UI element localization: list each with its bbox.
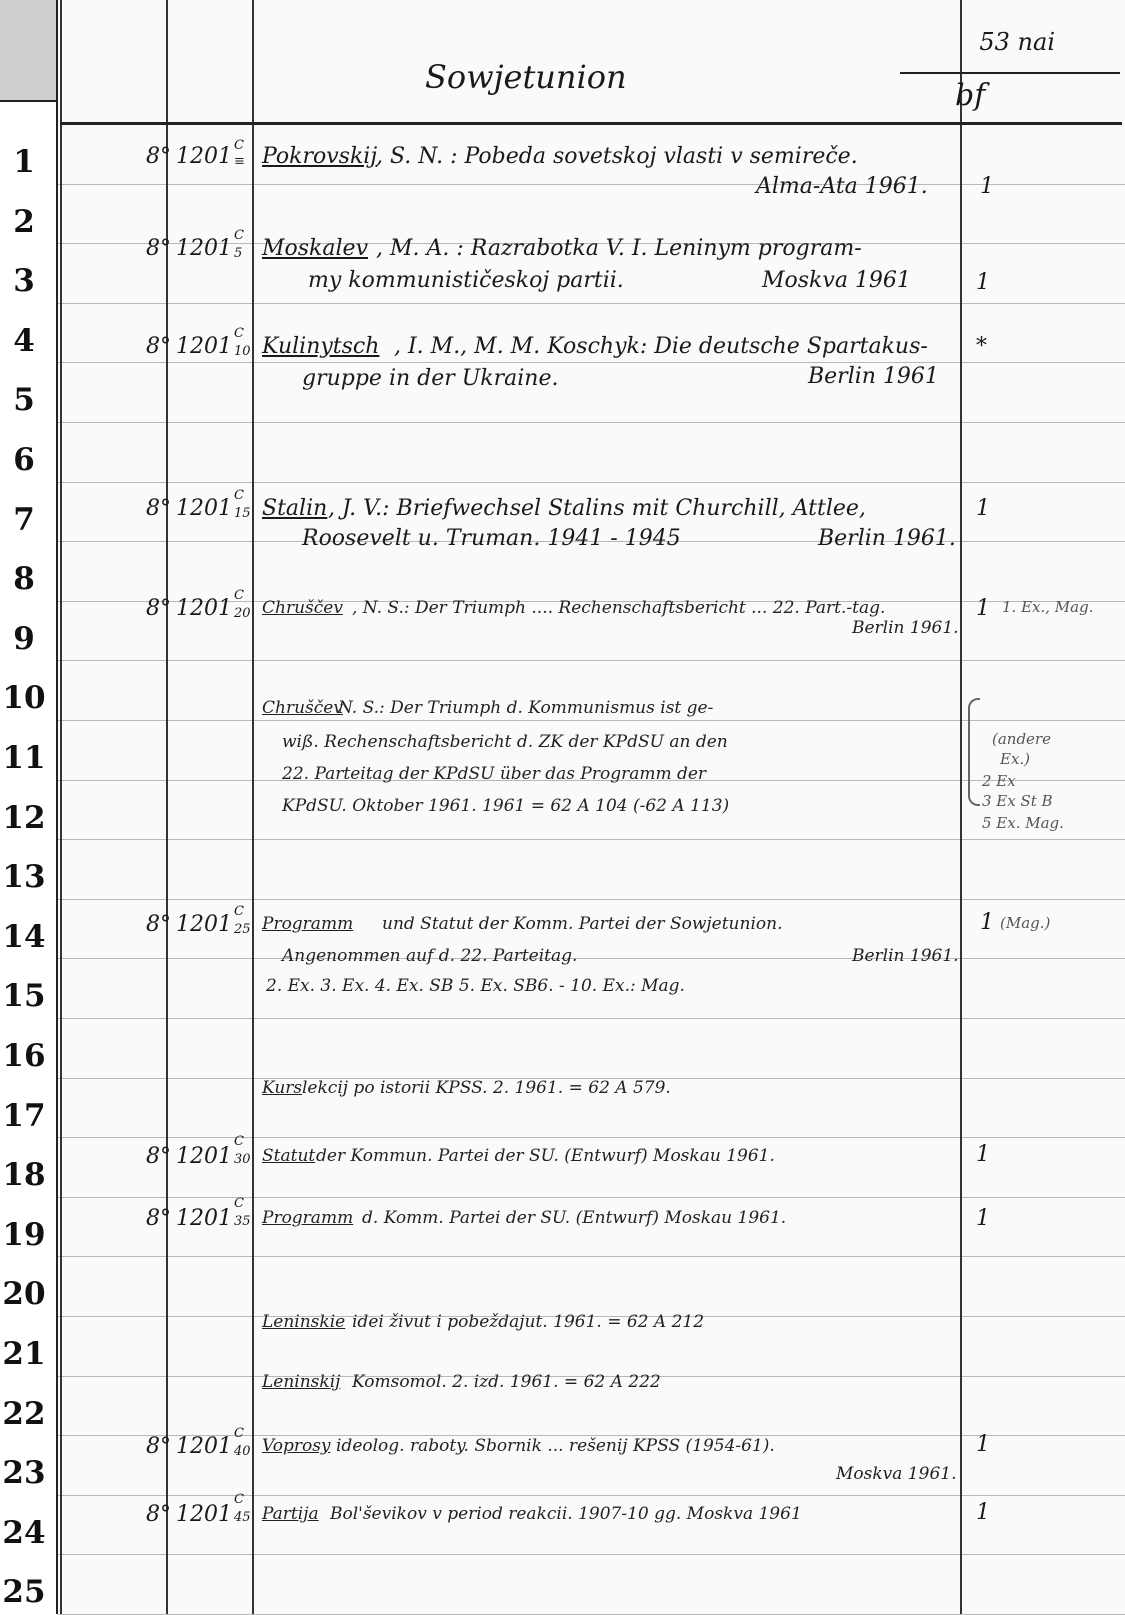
call-number: 1201: [176, 1206, 232, 1231]
row-number: 1: [13, 144, 35, 180]
entry-place-year: Berlin 1961.: [818, 526, 956, 551]
row-number: 15: [2, 978, 46, 1014]
entry-author: Pokrovskij: [262, 144, 378, 169]
margin-note-line: 3 Ex St B: [982, 792, 1053, 810]
call-fraction-top: C: [234, 1426, 244, 1441]
format: 8°: [146, 236, 171, 261]
call-number: 1201: [176, 1144, 232, 1169]
ruled-line: [58, 839, 1125, 840]
row-number: 24: [2, 1515, 46, 1551]
row-number: 6: [13, 442, 35, 478]
call-fraction-top: C: [234, 488, 244, 503]
row-number: 12: [2, 800, 46, 836]
entry-text: lekcij po istorii KPSS. 2. 1961. = 62 A 579.: [302, 1078, 671, 1098]
entry-place-year: Berlin 1961.: [852, 946, 959, 966]
format: 8°: [146, 496, 171, 521]
entry-text: und Statut der Komm. Partei der Sowjetunion.: [382, 914, 783, 934]
entry-text-line3: 22. Parteitag der KPdSU über das Programm der: [282, 764, 707, 784]
call-fraction-top: C: [234, 1492, 244, 1507]
entry-copy-count: *: [976, 334, 987, 359]
ruled-line: [58, 1554, 1125, 1555]
call-number: 1201: [176, 1434, 232, 1459]
row-number: 23: [2, 1455, 46, 1491]
entry-copy-count: 1: [976, 496, 990, 521]
call-number: 1201: [176, 912, 232, 937]
row-number: 13: [2, 859, 46, 895]
entry-text: idei živut i pobeždajut. 1961. = 62 A 212: [352, 1312, 705, 1332]
margin-note-line: Ex.): [1000, 750, 1031, 768]
row-number: 9: [13, 621, 35, 657]
row-number: 11: [2, 740, 46, 776]
entry-copy-count: 1: [976, 1432, 990, 1457]
margin-note-line: (andere: [992, 730, 1051, 748]
call-fraction-bottom: 5: [234, 246, 243, 261]
entry-author: Kurs: [262, 1078, 303, 1098]
entry-author: Programm: [262, 914, 354, 934]
call-number: 1201: [176, 496, 232, 521]
entry-text-line2: wiß. Rechenschaftsbericht d. ZK der KPdSU an den: [282, 732, 728, 752]
call-fraction-top: C: [234, 1134, 244, 1149]
call-fraction-top: C: [234, 1196, 244, 1211]
call-fraction-bottom: 45: [234, 1510, 251, 1525]
ruled-line: [58, 482, 1125, 483]
entry-text: , M. A. : Razrabotka V. I. Leninym program-: [376, 236, 862, 261]
call-fraction-bottom: ≡: [234, 154, 245, 169]
call-fraction-top: C: [234, 228, 244, 243]
row-number: 3: [13, 263, 35, 299]
entry-text: N. S.: Der Triumph d. Kommunismus ist ge-: [338, 698, 714, 718]
call-fraction-bottom: 40: [234, 1444, 251, 1459]
entry-text-line2: Roosevelt u. Truman. 1941 - 1945: [302, 526, 681, 551]
entry-text-line2: Angenommen auf d. 22. Parteitag.: [282, 946, 578, 966]
entry-author: Chruščev: [262, 698, 343, 718]
entry-text: ideolog. raboty. Sbornik ... rešenij KPSS (1954-61).: [336, 1436, 775, 1456]
entry-text: d. Komm. Partei der SU. (Entwurf) Moskau 1961.: [362, 1208, 787, 1228]
call-fraction-bottom: 35: [234, 1214, 251, 1229]
entry-margin-note: 1. Ex., Mag.: [1002, 598, 1094, 616]
row-number: 21: [2, 1336, 46, 1372]
format: 8°: [146, 1206, 171, 1231]
call-fraction-top: C: [234, 904, 244, 919]
row-number: 17: [2, 1098, 46, 1134]
entry-place-year: Moskva 1961.: [836, 1464, 957, 1484]
row-number: 20: [2, 1276, 46, 1312]
column-line-count: [960, 0, 962, 1614]
entry-text: der Kommun. Partei der SU. (Entwurf) Moskau 1961.: [316, 1146, 775, 1166]
entry-copy-count: 1: [980, 174, 994, 199]
entry-place-year: Berlin 1961.: [852, 618, 959, 638]
ruled-line: [58, 184, 1125, 185]
call-fraction-top: C: [234, 588, 244, 603]
entry-copy-count: 1: [976, 1206, 990, 1231]
ruled-line: [58, 1137, 1125, 1138]
entry-author: Stalin: [262, 496, 328, 521]
row-number: 16: [2, 1038, 46, 1074]
entry-text: , S. N. : Pobeda sovetskoj vlasti v semireče.: [376, 144, 858, 169]
entry-author: Statut: [262, 1146, 316, 1166]
row-number: 10: [2, 680, 46, 716]
entry-author: Kulinytsch: [262, 334, 380, 359]
entry-margin-note: (Mag.): [1000, 914, 1051, 932]
call-fraction-bottom: 25: [234, 922, 251, 937]
entry-author: Programm: [262, 1208, 354, 1228]
column-line-callnumber: [252, 0, 254, 1614]
call-number: 1201: [176, 596, 232, 621]
format: 8°: [146, 334, 171, 359]
format: 8°: [146, 596, 171, 621]
ruled-line: [58, 660, 1125, 661]
format: 8°: [146, 144, 171, 169]
ruled-line: [58, 958, 1125, 959]
header-rule-short: [900, 72, 1120, 74]
margin-note-line: 5 Ex. Mag.: [982, 814, 1064, 832]
call-number: 1201: [176, 144, 232, 169]
entry-author: Moskalev: [262, 236, 368, 261]
entry-place-year: Berlin 1961: [808, 364, 939, 389]
call-number: 1201: [176, 334, 232, 359]
ruled-line: [58, 422, 1125, 423]
entry-text-line2: my kommunističeskoj partii.: [308, 268, 624, 293]
entry-author: Chruščev: [262, 598, 343, 618]
entry-author: Leninskie: [262, 1312, 346, 1332]
entry-author: Partija: [262, 1504, 319, 1524]
entry-place-year: Alma-Ata 1961.: [756, 174, 928, 199]
row-number: 7: [13, 502, 35, 538]
column-header-bf: bf: [955, 78, 986, 113]
call-fraction-top: C: [234, 138, 244, 153]
entry-copy-count: 1: [976, 270, 990, 295]
format: 8°: [146, 1144, 171, 1169]
call-fraction-bottom: 30: [234, 1152, 251, 1167]
entry-author: Voprosy: [262, 1436, 331, 1456]
entry-text: , J. V.: Briefwechsel Stalins mit Churchill, Attlee,: [328, 496, 866, 521]
ruled-line: [58, 899, 1125, 900]
entry-text-line2: gruppe in der Ukraine.: [302, 366, 559, 391]
ruled-line: [58, 1197, 1125, 1198]
page-title: Sowjetunion: [425, 58, 627, 96]
entry-text-line4: KPdSU. Oktober 1961. 1961 = 62 A 104 (-62 A 113): [282, 796, 730, 816]
ruled-line: [58, 362, 1125, 363]
call-fraction-bottom: 20: [234, 606, 251, 621]
call-fraction-top: C: [234, 326, 244, 341]
gutter-header-block: [0, 0, 56, 102]
row-number: 4: [13, 323, 35, 359]
row-number: 2: [13, 204, 35, 240]
ruled-line: [58, 303, 1125, 304]
ruled-line: [58, 1018, 1125, 1019]
entry-text-line3: 2. Ex. 3. Ex. 4. Ex. SB 5. Ex. SB6. - 10. Ex.: Mag.: [266, 976, 685, 996]
entry-copy-count: 1: [980, 910, 994, 935]
entry-copy-count: 1: [976, 1500, 990, 1525]
header-rule: [60, 122, 1122, 125]
row-number: 22: [2, 1396, 46, 1432]
margin-note-line: 2 Ex: [982, 772, 1016, 790]
call-number: 1201: [176, 236, 232, 261]
entry-text: , I. M., M. M. Koschyk: Die deutsche Spartakus-: [394, 334, 928, 359]
format: 8°: [146, 912, 171, 937]
format: 8°: [146, 1434, 171, 1459]
call-fraction-bottom: 15: [234, 506, 251, 521]
row-number: 5: [13, 382, 35, 418]
row-number: 25: [2, 1574, 46, 1610]
entry-text: Bol'ševikov v period reakcii. 1907-10 gg. Moskva 1961: [330, 1504, 802, 1524]
row-number: 18: [2, 1157, 46, 1193]
ruled-line: [58, 720, 1125, 721]
entry-text: , N. S.: Der Triumph .... Rechenschaftsbericht ... 22. Part.-tag.: [352, 598, 886, 618]
entry-text: Komsomol. 2. izd. 1961. = 62 A 222: [352, 1372, 661, 1392]
row-number: 19: [2, 1217, 46, 1253]
entry-author: Leninskij: [262, 1372, 341, 1392]
call-number: 1201: [176, 1502, 232, 1527]
margin-brace: [968, 698, 980, 806]
page-number: 53 nai: [979, 28, 1055, 56]
entry-copy-count: 1: [976, 1142, 990, 1167]
call-fraction-bottom: 10: [234, 344, 251, 359]
margin-line: [60, 0, 62, 1614]
format: 8°: [146, 1502, 171, 1527]
row-number: 14: [2, 919, 46, 955]
entry-copy-count: 1: [976, 596, 990, 621]
ruled-line: [58, 1495, 1125, 1496]
row-number: 8: [13, 561, 35, 597]
entry-place-year: Moskva 1961: [762, 268, 911, 293]
ruled-line: [58, 1256, 1125, 1257]
